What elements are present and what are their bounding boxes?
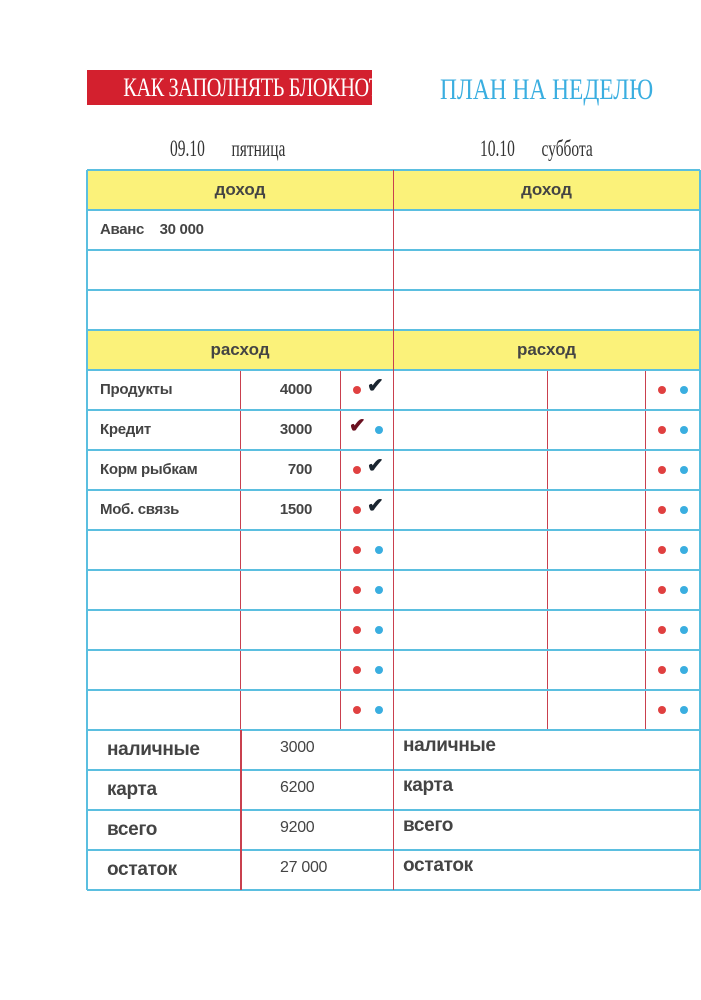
totals-divider [240, 730, 242, 890]
blue-dot-marker[interactable] [375, 706, 383, 714]
expense-amount[interactable]: 3000 [279, 421, 312, 438]
day-heading-2 [480, 132, 631, 166]
red-dot-marker[interactable] [658, 626, 666, 634]
total-label: всего [403, 815, 454, 836]
expense-name[interactable]: Кредит [100, 421, 151, 438]
red-dot-marker[interactable] [658, 506, 666, 514]
red-dot-marker[interactable] [658, 666, 666, 674]
blue-dot-marker[interactable] [680, 386, 688, 394]
checkmark-icon[interactable]: ✔ [367, 495, 384, 517]
red-dot-marker[interactable] [353, 466, 361, 474]
expense-header: расход [210, 340, 270, 359]
date: 10.10 [480, 136, 515, 161]
checkmark-icon[interactable]: ✔ [367, 375, 384, 397]
total-value[interactable]: 27 000 [280, 859, 328, 876]
day-heading-1 [170, 132, 325, 166]
income-header: доход [521, 180, 572, 199]
blue-dot-marker[interactable] [680, 426, 688, 434]
red-dot-marker[interactable] [658, 586, 666, 594]
red-dot-marker[interactable] [658, 426, 666, 434]
blue-dot-marker[interactable] [680, 466, 688, 474]
total-label: карта [107, 779, 157, 800]
expense-amount[interactable]: 4000 [279, 381, 312, 398]
income-header: доход [214, 180, 266, 199]
red-dot-marker[interactable] [658, 386, 666, 394]
blue-dot-marker[interactable] [680, 546, 688, 554]
total-label: наличные [107, 739, 200, 760]
total-value[interactable]: 6200 [280, 779, 315, 796]
red-dot-marker[interactable] [353, 666, 361, 674]
red-dot-marker[interactable] [353, 506, 361, 514]
blue-dot-marker[interactable] [680, 586, 688, 594]
expense-amount[interactable]: 1500 [279, 501, 312, 518]
column-divider [645, 370, 646, 730]
weekday: суббота [541, 136, 593, 161]
expense-name[interactable]: Моб. связь [100, 501, 180, 518]
total-label: остаток [403, 855, 473, 876]
day-divider [393, 170, 394, 890]
red-dot-marker[interactable] [658, 706, 666, 714]
red-dot-marker[interactable] [658, 466, 666, 474]
date: 09.10 [170, 136, 205, 161]
expense-amount[interactable]: 700 [287, 461, 312, 478]
red-dot-marker[interactable] [353, 626, 361, 634]
red-dot-marker[interactable] [353, 706, 361, 714]
column-divider [340, 370, 341, 730]
red-dot-marker[interactable] [658, 546, 666, 554]
total-value[interactable]: 9200 [280, 819, 315, 836]
checkmark-icon[interactable]: ✔ [349, 415, 366, 437]
blue-dot-marker[interactable] [375, 666, 383, 674]
total-label: остаток [107, 859, 177, 880]
checkmark-icon[interactable]: ✔ [367, 455, 384, 477]
title-how-to-fill [87, 70, 381, 105]
column-divider [240, 370, 241, 730]
total-label: карта [403, 775, 453, 796]
blue-dot-marker[interactable] [680, 666, 688, 674]
blue-dot-marker[interactable] [375, 586, 383, 594]
total-label: наличные [403, 735, 496, 756]
blue-dot-marker[interactable] [375, 426, 383, 434]
expense-name[interactable]: Корм рыбкам [100, 461, 198, 478]
table-border-left [86, 170, 88, 890]
blue-dot-marker[interactable] [680, 706, 688, 714]
column-divider [547, 370, 548, 730]
total-label: всего [107, 819, 158, 840]
red-dot-marker[interactable] [353, 386, 361, 394]
red-dot-marker[interactable] [353, 546, 361, 554]
income-entry[interactable]: Аванс 30 000 [100, 221, 204, 238]
expense-header: расход [516, 340, 577, 359]
weekday: пятница [231, 136, 286, 161]
total-value[interactable]: 3000 [280, 739, 315, 756]
blue-dot-marker[interactable] [680, 506, 688, 514]
expense-name[interactable]: Продукты [100, 381, 173, 398]
red-dot-marker[interactable] [353, 586, 361, 594]
title-text: КАК ЗАПОЛНЯТЬ БЛОКНОТ [123, 73, 381, 102]
blue-dot-marker[interactable] [375, 626, 383, 634]
blue-dot-marker[interactable] [375, 546, 383, 554]
blue-dot-marker[interactable] [680, 626, 688, 634]
title-text: ПЛАН НА НЕДЕЛЮ [440, 73, 654, 106]
title-week-plan [410, 70, 670, 110]
